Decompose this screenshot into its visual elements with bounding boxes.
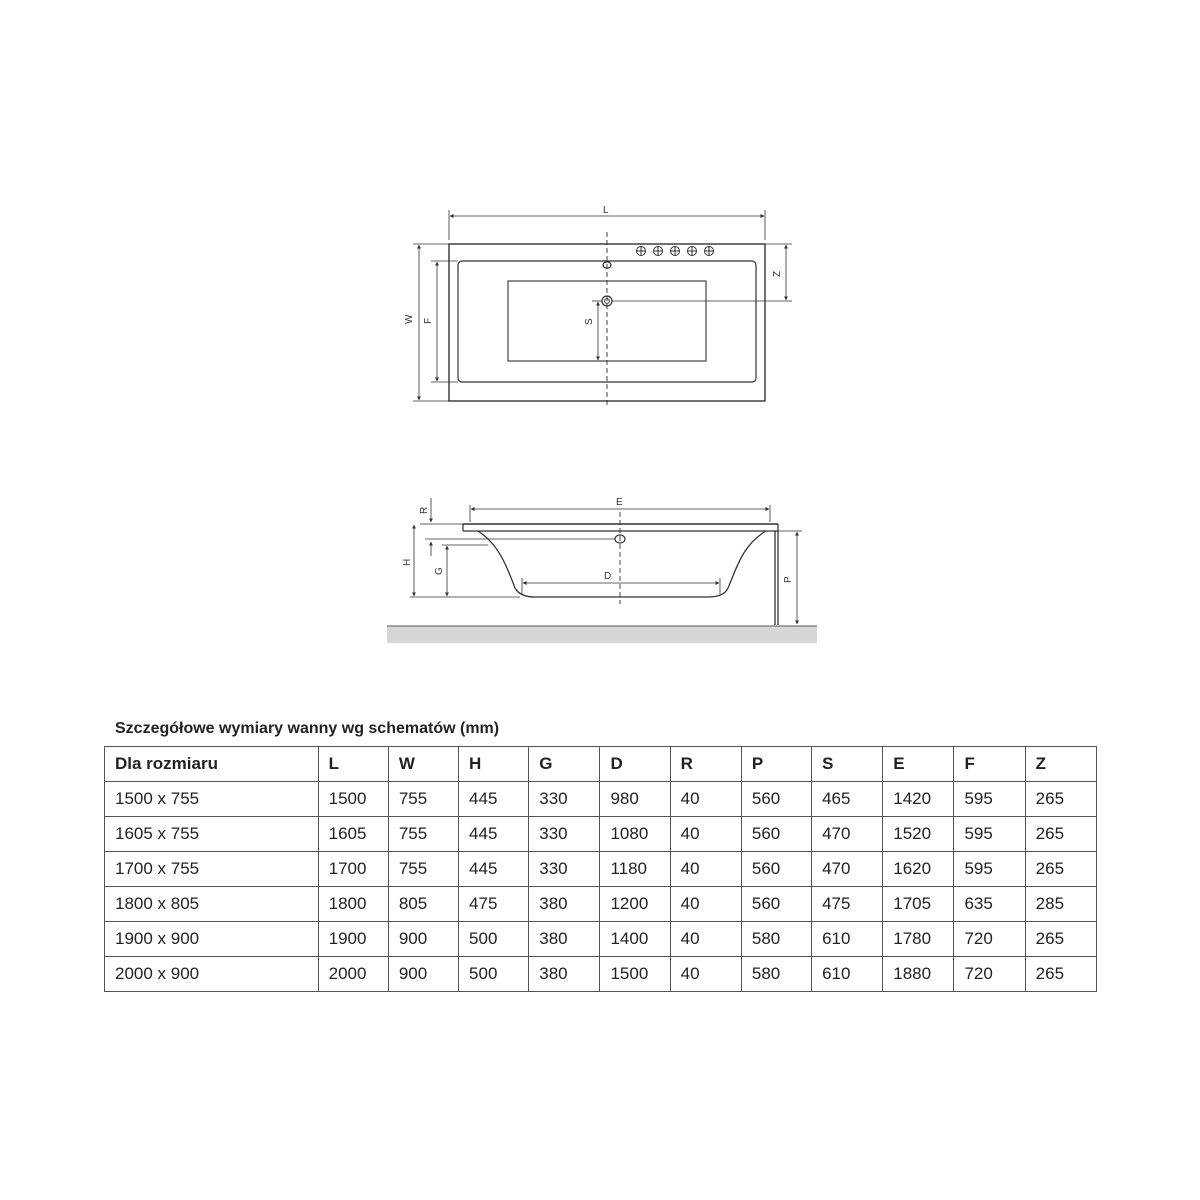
top-view [413,210,792,407]
value-cell: 580 [741,957,811,992]
value-cell: 330 [529,852,600,887]
value-cell: 610 [812,957,883,992]
value-cell: 1700 [318,852,388,887]
value-cell: 1780 [883,922,954,957]
label-H: H [402,558,413,566]
value-cell: 380 [529,922,600,957]
label-D: D [604,571,612,582]
value-cell: 560 [741,782,811,817]
header-cell: W [388,747,458,782]
value-cell: 475 [812,887,883,922]
value-cell: 2000 [318,957,388,992]
value-cell: 980 [600,782,670,817]
value-cell: 595 [954,817,1025,852]
header-cell: Dla rozmiaru [105,747,319,782]
label-S: S [584,318,595,325]
value-cell: 445 [459,817,529,852]
value-cell: 1080 [600,817,670,852]
value-cell: 40 [670,782,741,817]
header-cell: D [600,747,670,782]
label-P: P [783,576,794,583]
value-cell: 380 [529,957,600,992]
header-cell: R [670,747,741,782]
value-cell: 265 [1025,852,1096,887]
value-cell: 755 [388,817,458,852]
size-cell: 1700 x 755 [105,852,319,887]
header-cell: E [883,747,954,782]
label-F: F [423,317,434,324]
value-cell: 500 [459,922,529,957]
label-G: G [434,567,445,575]
value-cell: 1900 [318,922,388,957]
value-cell: 595 [954,852,1025,887]
value-cell: 1500 [318,782,388,817]
value-cell: 265 [1025,957,1096,992]
side-view [387,498,817,643]
value-cell: 595 [954,782,1025,817]
value-cell: 500 [459,957,529,992]
value-cell: 465 [812,782,883,817]
value-cell: 755 [388,782,458,817]
header-cell: S [812,747,883,782]
value-cell: 40 [670,852,741,887]
value-cell: 330 [529,817,600,852]
value-cell: 805 [388,887,458,922]
label-E: E [616,497,623,508]
value-cell: 1800 [318,887,388,922]
value-cell: 265 [1025,922,1096,957]
table-header-row [105,747,1097,782]
value-cell: 445 [459,782,529,817]
value-cell: 380 [529,887,600,922]
value-cell: 475 [459,887,529,922]
size-cell: 2000 x 900 [105,957,319,992]
label-W: W [404,314,415,324]
value-cell: 900 [388,957,458,992]
size-cell: 1500 x 755 [105,782,319,817]
value-cell: 1605 [318,817,388,852]
value-cell: 1420 [883,782,954,817]
value-cell: 900 [388,922,458,957]
value-cell: 40 [670,957,741,992]
value-cell: 720 [954,922,1025,957]
table-row [105,852,1097,887]
header-cell: Z [1025,747,1096,782]
value-cell: 560 [741,887,811,922]
table-row [105,957,1097,992]
size-cell: 1800 x 805 [105,887,319,922]
value-cell: 265 [1025,782,1096,817]
tub-basin-profile [478,531,766,597]
dimensions-table [104,746,1097,992]
value-cell: 40 [670,887,741,922]
value-cell: 40 [670,922,741,957]
value-cell: 470 [812,852,883,887]
header-cell: P [741,747,811,782]
table-title: Szczegółowe wymiary wanny wg schematów (mm) [115,720,500,737]
size-cell: 1605 x 755 [105,817,319,852]
value-cell: 1400 [600,922,670,957]
table-row [105,782,1097,817]
value-cell: 560 [741,817,811,852]
header-cell: L [318,747,388,782]
value-cell: 635 [954,887,1025,922]
floor [387,626,817,643]
header-cell: G [529,747,600,782]
table-body [105,782,1097,992]
header-cell: H [459,747,529,782]
value-cell: 285 [1025,887,1096,922]
header-cell: F [954,747,1025,782]
table-row [105,922,1097,957]
value-cell: 720 [954,957,1025,992]
value-cell: 1705 [883,887,954,922]
value-cell: 470 [812,817,883,852]
value-cell: 1880 [883,957,954,992]
label-L: L [603,205,609,216]
value-cell: 265 [1025,817,1096,852]
value-cell: 1500 [600,957,670,992]
label-Z: Z [772,270,783,277]
value-cell: 1620 [883,852,954,887]
value-cell: 560 [741,852,811,887]
value-cell: 1180 [600,852,670,887]
size-cell: 1900 x 900 [105,922,319,957]
value-cell: 330 [529,782,600,817]
value-cell: 445 [459,852,529,887]
table-row [105,887,1097,922]
value-cell: 580 [741,922,811,957]
value-cell: 1200 [600,887,670,922]
label-R: R [419,506,430,514]
value-cell: 610 [812,922,883,957]
value-cell: 1520 [883,817,954,852]
table-row [105,817,1097,852]
value-cell: 40 [670,817,741,852]
faucet-holes [637,247,714,256]
value-cell: 755 [388,852,458,887]
